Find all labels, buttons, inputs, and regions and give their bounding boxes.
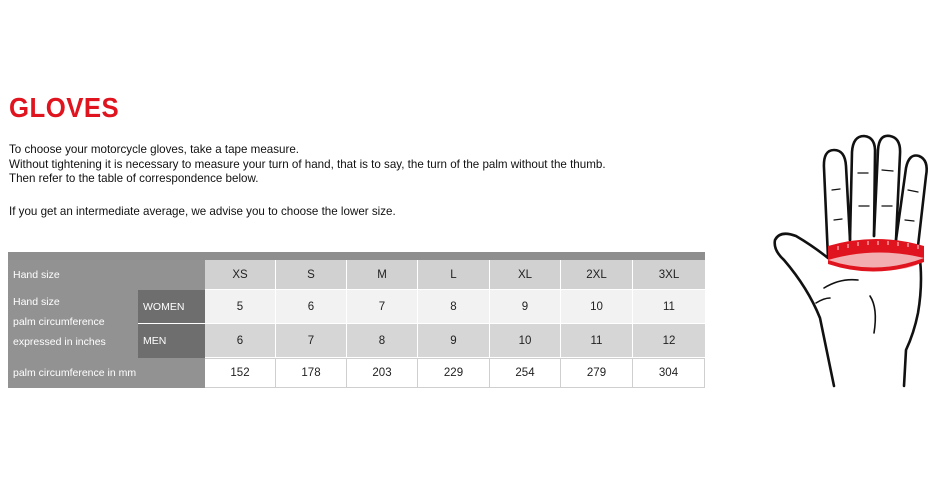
- size-header-cell: 2XL: [561, 260, 633, 290]
- women-size-cell: 9: [490, 290, 561, 324]
- size-table: [8, 252, 705, 388]
- size-header-cell: M: [347, 260, 418, 290]
- mm-label: palm circumference in mm: [8, 358, 205, 388]
- size-header-cell: S: [276, 260, 347, 290]
- women-size-cell: 5: [205, 290, 276, 324]
- men-size-cell: 12: [633, 324, 705, 358]
- hand-with-measuring-tape-icon: [768, 128, 940, 388]
- page-title: GLOVES: [9, 92, 120, 123]
- inches-label: [8, 290, 138, 358]
- size-header-cell: XL: [490, 260, 561, 290]
- men-size-cell: 10: [490, 324, 561, 358]
- women-size-cell: 7: [347, 290, 418, 324]
- men-size-cell: 6: [205, 324, 276, 358]
- intro-line: Then refer to the table of correspondence below.: [9, 172, 259, 185]
- inches-label-line: Hand size: [13, 296, 60, 308]
- mm-cell: 279: [561, 358, 633, 388]
- women-label: WOMEN: [138, 290, 205, 324]
- hand-size-header: Hand size: [8, 260, 205, 290]
- women-size-cell: 11: [633, 290, 705, 324]
- mm-cell: 304: [633, 358, 705, 388]
- intro-text: [9, 143, 606, 187]
- mm-cell: 229: [418, 358, 490, 388]
- intro-line: To choose your motorcycle gloves, take a tape measure.: [9, 143, 299, 156]
- women-size-cell: 6: [276, 290, 347, 324]
- mm-cell: 203: [347, 358, 418, 388]
- men-size-cell: 9: [418, 324, 490, 358]
- size-header-cell: 3XL: [633, 260, 705, 290]
- inches-label-line: palm circumference: [13, 316, 105, 328]
- size-header-cell: L: [418, 260, 490, 290]
- women-size-cell: 8: [418, 290, 490, 324]
- women-size-cell: 10: [561, 290, 633, 324]
- men-size-cell: 8: [347, 324, 418, 358]
- size-header-cell: XS: [205, 260, 276, 290]
- intro-line: Without tightening it is necessary to measure your turn of hand, that is to say, the turn of the palm without the thumb.: [9, 157, 606, 171]
- inches-label-line: expressed in inches: [13, 336, 106, 348]
- mm-cell: 254: [490, 358, 561, 388]
- men-size-cell: 7: [276, 324, 347, 358]
- men-size-cell: 11: [561, 324, 633, 358]
- mm-cell: 152: [205, 358, 276, 388]
- advice-note: If you get an intermediate average, we advise you to choose the lower size.: [9, 205, 396, 218]
- men-label: MEN: [138, 324, 205, 358]
- table-top-bar: [8, 252, 705, 260]
- mm-cell: 178: [276, 358, 347, 388]
